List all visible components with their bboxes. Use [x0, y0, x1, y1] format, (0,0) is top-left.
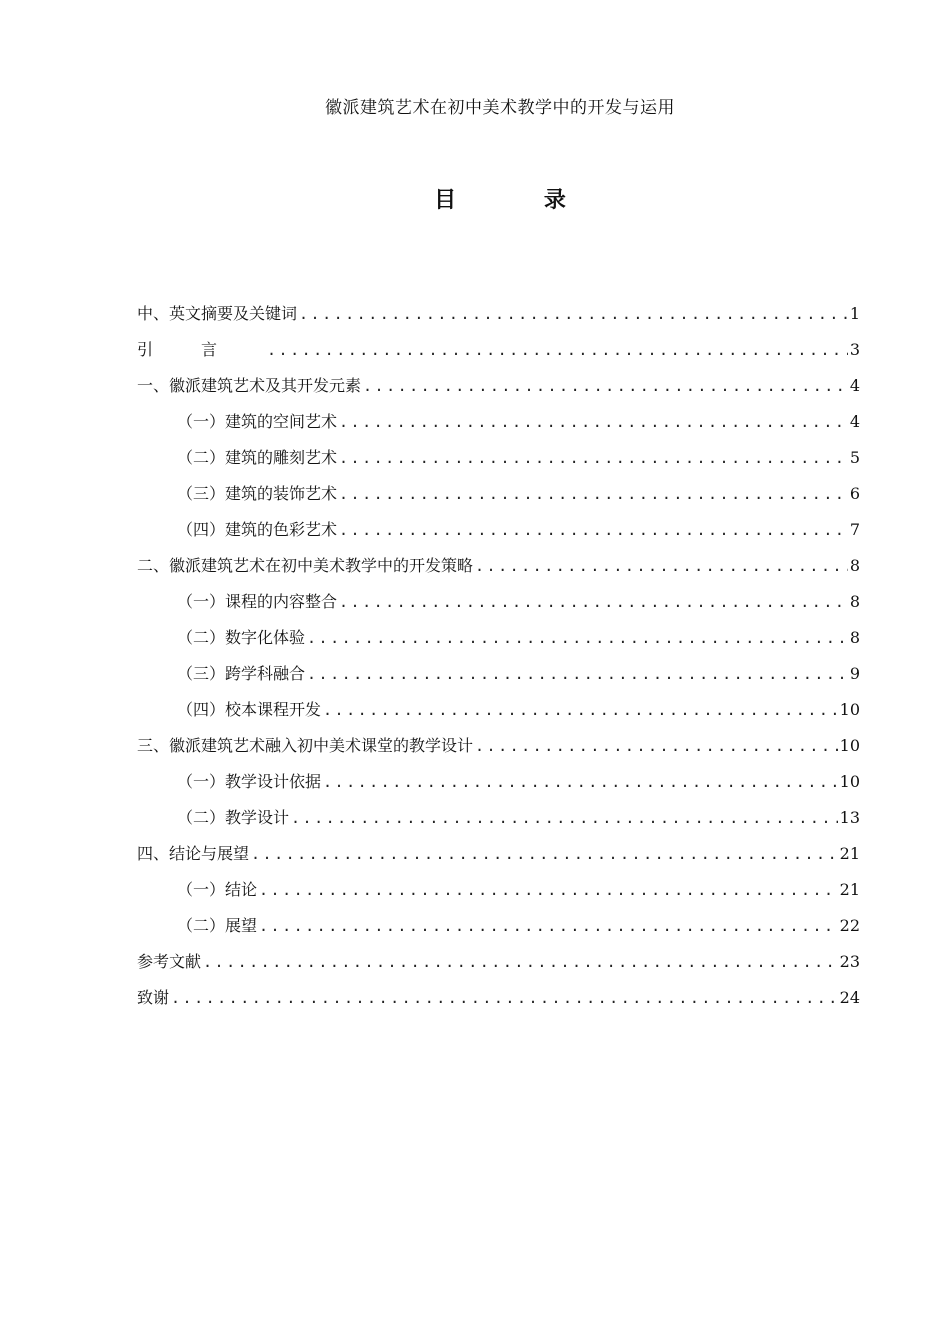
- toc-page-number: 23: [839, 952, 860, 971]
- toc-entry[interactable]: [137, 800, 860, 836]
- toc-page-number: 24: [839, 988, 860, 1007]
- dot-leader: [259, 908, 838, 944]
- toc-entry-title: 致谢: [137, 988, 170, 1007]
- toc-entry-number: （一）: [177, 772, 226, 791]
- toc-entry[interactable]: [137, 332, 860, 368]
- toc-entry-title: 徽派建筑艺术及其开发元素: [169, 376, 362, 395]
- toc-entry[interactable]: [137, 296, 860, 332]
- toc-entry-title: 参考文献: [137, 952, 202, 971]
- toc-entry[interactable]: [137, 980, 860, 1016]
- toc-page-number: 8: [849, 556, 860, 575]
- toc-entry-title: 结论: [225, 880, 258, 899]
- dot-leader: [203, 944, 838, 980]
- toc-entry-title: 结论与展望: [169, 844, 250, 863]
- toc-entry-number: （三）: [177, 664, 226, 683]
- toc-entry-number: 四、: [137, 844, 170, 863]
- toc-entry[interactable]: [137, 404, 860, 440]
- dot-leader: [259, 872, 838, 908]
- toc-entry-title: 引言: [137, 340, 266, 359]
- toc-entry[interactable]: [137, 620, 860, 656]
- toc-entry-number: （二）: [177, 628, 226, 647]
- dot-leader: [475, 548, 848, 584]
- document-header: 徽派建筑艺术在初中美术教学中的开发与运用: [325, 98, 675, 118]
- toc-entry-title: 展望: [225, 916, 258, 935]
- toc-page-number: 7: [849, 520, 860, 539]
- toc-page-number: 3: [849, 340, 860, 359]
- toc-page-number: 22: [839, 916, 860, 935]
- dot-leader: [323, 764, 838, 800]
- toc-entry-number: （二）: [177, 916, 226, 935]
- toc-entry-title: 徽派建筑艺术在初中美术教学中的开发策略: [169, 556, 474, 575]
- toc-page-number: 6: [849, 484, 860, 503]
- toc-entry[interactable]: [137, 512, 860, 548]
- toc-page-number: 5: [849, 448, 860, 467]
- toc-entry-number: 三、: [137, 736, 170, 755]
- toc-page-number: 1: [849, 304, 860, 323]
- toc-entry[interactable]: [137, 692, 860, 728]
- toc-page-number: 4: [849, 376, 860, 395]
- toc-entry[interactable]: [137, 872, 860, 908]
- toc-entry-number: （二）: [177, 448, 226, 467]
- toc-page-number: 9: [849, 664, 860, 683]
- toc-entry-title: 跨学科融合: [225, 664, 306, 683]
- toc-entry-number: （一）: [177, 592, 226, 611]
- dot-leader: [171, 980, 838, 1016]
- toc-page-number: 8: [849, 592, 860, 611]
- dot-leader: [339, 512, 848, 548]
- dot-leader: [251, 836, 838, 872]
- toc-entry-number: 二、: [137, 556, 170, 575]
- toc-page-number: 10: [839, 772, 860, 791]
- toc-entry-title: 建筑的雕刻艺术: [225, 448, 338, 467]
- toc-page-number: 8: [849, 628, 860, 647]
- toc-entry[interactable]: [137, 440, 860, 476]
- toc-page-number: 10: [839, 736, 860, 755]
- dot-leader: [475, 728, 838, 764]
- dot-leader: [339, 440, 848, 476]
- toc-page-number: 13: [839, 808, 860, 827]
- toc-entry-number: （三）: [177, 484, 226, 503]
- toc-entry-title: 徽派建筑艺术融入初中美术课堂的教学设计: [169, 736, 474, 755]
- dot-leader: [363, 368, 848, 404]
- dot-leader: [307, 620, 848, 656]
- toc-entry-title: 数字化体验: [225, 628, 306, 647]
- toc-entry-number: 一、: [137, 376, 170, 395]
- toc-entry[interactable]: [137, 764, 860, 800]
- toc-entry-number: （四）: [177, 700, 226, 719]
- toc-entry-title: 校本课程开发: [225, 700, 322, 719]
- dot-leader: [299, 296, 848, 332]
- dot-leader: [323, 692, 838, 728]
- dot-leader: [339, 404, 848, 440]
- toc-page-number: 21: [839, 844, 860, 863]
- dot-leader: [267, 332, 848, 368]
- toc-entry[interactable]: [137, 944, 860, 980]
- toc-page-number: 10: [839, 700, 860, 719]
- toc-entry-title: 建筑的色彩艺术: [225, 520, 338, 539]
- toc-entry-number: （四）: [177, 520, 226, 539]
- toc-entry-title: 建筑的装饰艺术: [225, 484, 338, 503]
- toc-entry[interactable]: [137, 656, 860, 692]
- toc-title: 目 录: [434, 187, 606, 213]
- toc-entry-number: （二）: [177, 808, 226, 827]
- toc-entry[interactable]: [137, 836, 860, 872]
- toc-entry-title: 教学设计依据: [225, 772, 322, 791]
- toc-entry-number: （一）: [177, 412, 226, 431]
- toc-page-number: 21: [839, 880, 860, 899]
- table-of-contents: [137, 296, 860, 1016]
- toc-entry[interactable]: [137, 728, 860, 764]
- toc-page-number: 4: [849, 412, 860, 431]
- dot-leader: [291, 800, 838, 836]
- toc-entry[interactable]: [137, 908, 860, 944]
- toc-entry[interactable]: [137, 548, 860, 584]
- toc-entry-title: 中、英文摘要及关键词: [137, 304, 298, 323]
- dot-leader: [307, 656, 848, 692]
- toc-entry[interactable]: [137, 368, 860, 404]
- toc-entry-title: 课程的内容整合: [225, 592, 338, 611]
- toc-entry[interactable]: [137, 584, 860, 620]
- toc-entry-title: 教学设计: [225, 808, 290, 827]
- toc-entry[interactable]: [137, 476, 860, 512]
- toc-entry-number: （一）: [177, 880, 226, 899]
- dot-leader: [339, 476, 848, 512]
- toc-entry-title: 建筑的空间艺术: [225, 412, 338, 431]
- dot-leader: [339, 584, 848, 620]
